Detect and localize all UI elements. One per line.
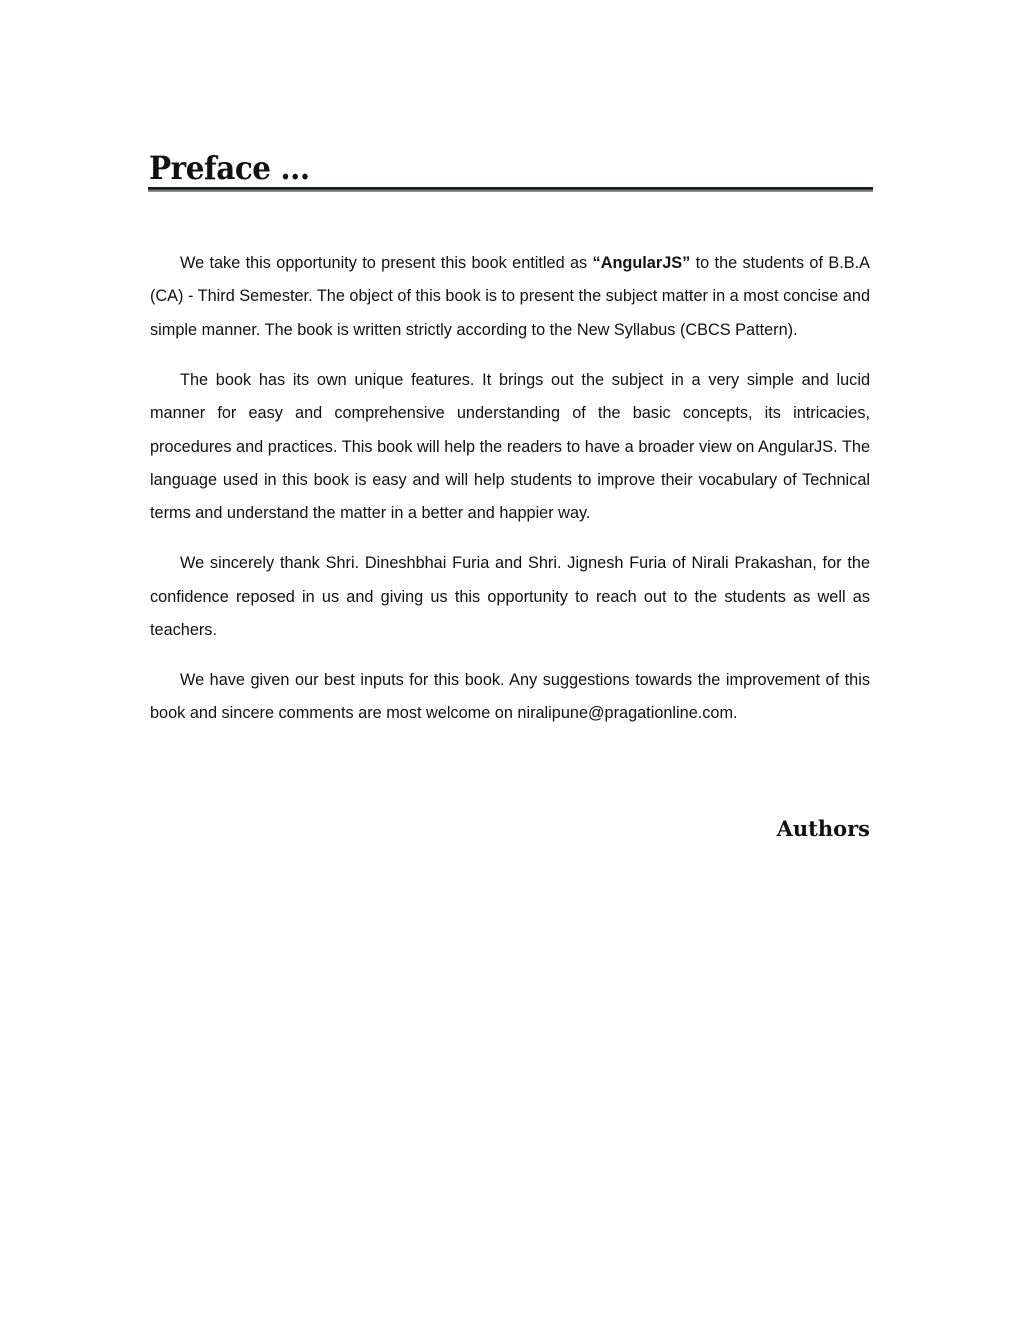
paragraph-features: The book has its own unique features. It brings out the subject in a very simple and lucid manner for easy and comprehensive understanding of the basic concepts, its intricacies, procedures and practices. This book will help the readers to have a broader view on AngularJS. The language used in this book is easy and will help students to improve their vocabulary of Technical terms and understand the matter in a better and happier way. [150,370,870,523]
paragraph-intro-text-start: We take this opportunity to present this book entitled as [180,254,593,272]
paragraph-intro-text-end: to the students of B.B.A (CA) - Third Semester. The object of this book is to present the subject matter in a most concise and simple manner. The book is written strictly according to the New Syllabus (CBCS Pattern). [150,254,870,339]
book-title-emphasis: “AngularJS” [592,254,691,272]
page-title: Preface ... [149,149,310,187]
title-underline-divider [148,187,873,192]
signature-authors: Authors [776,816,870,841]
paragraph-thanks: We sincerely thank Shri. Dineshbhai Furia and Shri. Jignesh Furia of Nirali Prakashan, for the confidence reposed in us and giving us this opportunity to reach out to the students as well as teachers. [150,554,870,640]
paragraph-intro [150,247,870,347]
paragraph-suggestions: We have given our best inputs for this book. Any suggestions towards the improvement of this book and sincere comments are most welcome on niralipune@pragationline.com. [150,670,870,723]
preface-body [150,247,870,747]
